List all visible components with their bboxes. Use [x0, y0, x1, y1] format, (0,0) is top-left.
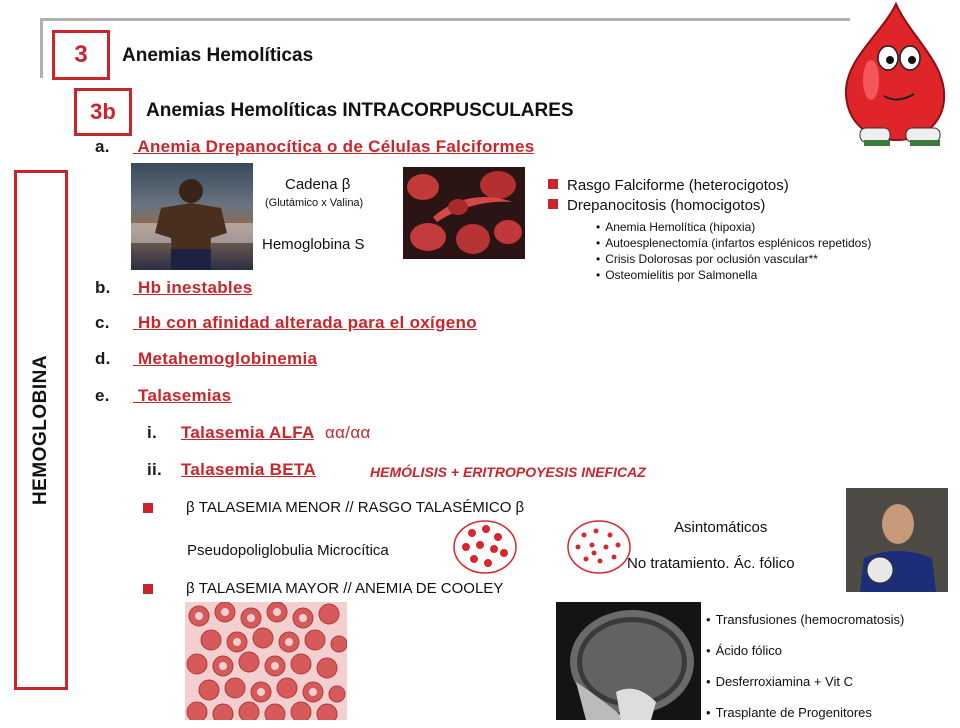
section-title: Anemias Hemolíticas	[122, 45, 314, 66]
sickle-cell-micrograph	[403, 167, 525, 259]
treatment-list	[706, 604, 904, 728]
item-e[interactable]	[95, 386, 231, 406]
list-item: • Autoesplenectomía (infartos esplénicos repetidos)	[596, 235, 871, 251]
item-b-letter: b.	[95, 278, 111, 297]
item-a[interactable]	[95, 137, 534, 157]
item-d-link[interactable]: Metahemoglobinemia	[133, 349, 318, 368]
item-a-letter: a.	[95, 137, 110, 156]
athlete-photo	[131, 163, 253, 270]
item-c-letter: c.	[95, 313, 110, 332]
subsection-title: Anemias Hemolíticas INTRACORPUSCULARES	[146, 100, 574, 121]
item-e-link[interactable]: Talasemias	[133, 386, 232, 405]
beta-number: ii.	[147, 460, 163, 479]
list-item: • Anemia Hemolítica (hipoxia)	[596, 219, 871, 235]
drepanocitosis-text: Drepanocitosis (homocigotos)	[567, 197, 766, 214]
asintomaticos-text: Asintomáticos	[674, 519, 768, 536]
subsection-number-box	[74, 88, 132, 136]
hbs-label: Hemoglobina S	[262, 236, 365, 253]
red-cells-smear-photo	[185, 602, 347, 720]
cadena-label: Cadena β	[285, 176, 351, 193]
alfa-genes: αα/αα	[325, 423, 371, 442]
alfa-number: i.	[147, 423, 158, 442]
item-a-link[interactable]: Anemia Drepanocítica o de Células Falciformes	[133, 137, 535, 156]
item-d[interactable]	[95, 349, 317, 369]
skull-xray-photo	[556, 602, 701, 720]
talasemia-alfa[interactable]	[147, 423, 371, 443]
list-item: • Desferroxiamina + Vit C	[706, 666, 904, 697]
item-c-link[interactable]: Hb con afinidad alterada para el oxígeno	[133, 313, 477, 332]
list-item: • Trasplante de Progenitores	[706, 697, 904, 728]
item-b[interactable]	[95, 278, 252, 298]
item-c[interactable]	[95, 313, 477, 333]
top-rule	[40, 18, 850, 21]
sidebar-label: HEMOGLOBINA	[30, 354, 51, 506]
left-rule	[40, 18, 43, 78]
beta-link[interactable]: Talasemia BETA	[181, 460, 316, 479]
alfa-link[interactable]: Talasemia ALFA	[181, 423, 315, 442]
microcytic-cells-sparse-diagram	[566, 519, 632, 575]
item-d-letter: d.	[95, 349, 111, 368]
item-b-link[interactable]: Hb inestables	[133, 278, 253, 297]
section-number-box	[52, 30, 110, 80]
section-number: 3	[74, 41, 88, 68]
beta-note: HEMÓLISIS + ERITROPOYESIS INEFICAZ	[370, 464, 646, 480]
menor-bullet	[143, 503, 153, 513]
mayor-text: β TALASEMIA MAYOR // ANEMIA DE COOLEY	[186, 580, 504, 597]
talasemia-beta[interactable]	[147, 460, 316, 480]
list-item: • Ácido fólico	[706, 635, 904, 666]
sidebar-box	[14, 170, 68, 690]
list-item: • Transfusiones (hemocromatosis)	[706, 604, 904, 635]
drepanocitosis-bullet	[548, 199, 558, 209]
menor-text: β TALASEMIA MENOR // RASGO TALASÉMICO β	[186, 499, 525, 516]
blood-drop-mascot	[826, 0, 960, 150]
microcytic-cells-dense-diagram	[452, 519, 518, 575]
mayor-bullet	[143, 584, 153, 594]
glutamico-label: (Glutámico x Valina)	[265, 197, 364, 209]
footballer-photo	[846, 488, 948, 592]
list-item: • Osteomielitis por Salmonella	[596, 267, 871, 283]
subsection-number: 3b	[90, 99, 116, 124]
sickle-manifestations-list	[596, 219, 871, 283]
pseudo-text: Pseudopoliglobulia Microcítica	[187, 542, 389, 559]
rasgo-bullet	[548, 179, 558, 189]
list-item: • Crisis Dolorosas por oclusión vascular**	[596, 251, 871, 267]
no-tratamiento-text: No tratamiento. Ác. fólico	[627, 555, 795, 572]
item-e-letter: e.	[95, 386, 110, 405]
rasgo-text: Rasgo Falciforme (heterocigotos)	[567, 177, 789, 194]
